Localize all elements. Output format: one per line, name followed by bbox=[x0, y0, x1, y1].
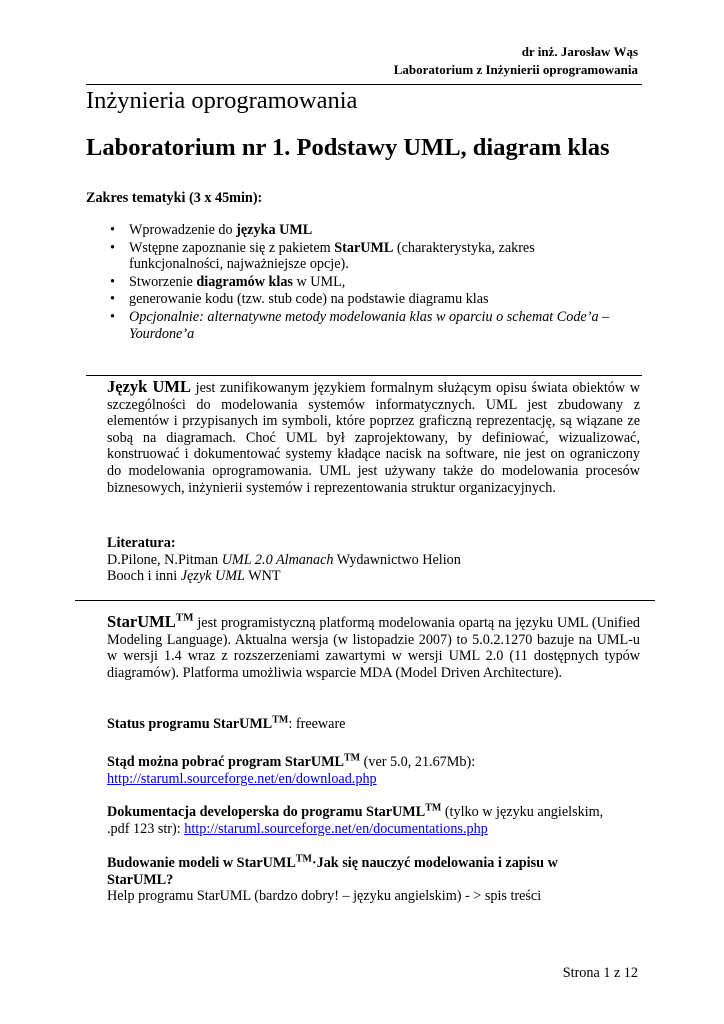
header-author: dr inż. Jarosław Wąs bbox=[521, 44, 638, 59]
staruml-lead: StarUML™ bbox=[107, 611, 194, 631]
header-subtitle: Laboratorium z Inżynierii oprogramowania bbox=[393, 62, 638, 77]
section-rule bbox=[75, 600, 655, 601]
list-item: • Wstępne zapoznanie się z pakietem StarUML (charakterystyka, zakres funkcjonalności, najważniejsze opcje). bbox=[107, 240, 647, 273]
staruml-paragraph: StarUML™ jest programistyczną platformą modelowania opartą na języku UML (Unified Modeling Language). Aktualna wersja (w listopadzie 2007) to 5.0.2.1270 bazuje na UML-u w wersji 1.4 wraz z rozszerzeniami zawartymi w wersji UML 2.0 (11 dostępnych typów diagramów). Platforma umożliwia wsparcie MDA (Model Driven Architecture). bbox=[107, 611, 640, 681]
list-item: • generowanie kodu (tzw. stub code) na podstawie diagramu klas bbox=[107, 291, 647, 308]
list-item: • Opcjonalnie: alternatywne metody modelowania klas w oparciu o schemat Code’a – Yourdone’a bbox=[107, 309, 647, 342]
scope-list bbox=[107, 222, 647, 343]
list-item: • Stworzenie diagramów klas w UML, bbox=[107, 274, 647, 291]
download-link[interactable]: http://staruml.sourceforge.net/en/download.php bbox=[107, 770, 377, 787]
page-number: Strona 1 z 12 bbox=[562, 965, 638, 981]
list-item: • Wprowadzenie do języka UML bbox=[107, 222, 647, 239]
scope-heading: Zakres tematyki (3 x 45min): bbox=[86, 190, 263, 206]
documentation-block: Dokumentacja developerska do programu StarUML™ (tylko w języku angielskim, .pdf 123 str): http://staruml.sourceforge.net/en/documentations.php bbox=[107, 802, 604, 837]
status-line: Status programu StarUML™: freeware bbox=[107, 714, 346, 732]
section-rule bbox=[86, 375, 642, 376]
document-header bbox=[394, 43, 638, 79]
header-rule bbox=[86, 84, 642, 85]
literature-item: Booch i inni Język UML WNT bbox=[107, 568, 281, 585]
build-block: Budowanie modeli w StarUML™·Jak się nauczyć modelowania i zapisu w StarUML? Help programu StarUML (bardzo dobry! – języku angielskim) - > spis treści bbox=[107, 855, 640, 905]
uml-lead: Język UML bbox=[107, 377, 192, 396]
download-block: Stąd można pobrać program StarUML™ (ver 5.0, 21.67Mb): http://staruml.sourceforge.net/en/download.php bbox=[107, 752, 476, 787]
documentation-link[interactable]: http://staruml.sourceforge.net/en/documentations.php bbox=[184, 820, 488, 837]
literature-item: D.Pilone, N.Pitman UML 2.0 Almanach Wydawnictwo Helion bbox=[107, 551, 461, 568]
document-title: Inżynieria oprogramowania bbox=[86, 87, 358, 114]
uml-paragraph: Język UML jest zunifikowanym językiem formalnym służącym opisu świata obiektów w szczególności do modelowania systemów informatycznych. UML jest zbudowany z elementów i przypisanych im symboli, które poprzez graficzną reprezentację, są wiązane ze sobą na diagramach. Choć UML był zaprojektowany, by definiować, wizualizować, konstruować i dokumentować systemy kładące nacisk na software, nie jest on ograniczony do modelowania oprogramowania. UML jest używany także do modelowania procesów biznesowych, inżynierii systemów i reprezentowania struktur organizacyjnych. bbox=[107, 377, 640, 496]
literature bbox=[107, 535, 640, 585]
lab-title: Laboratorium nr 1. Podstawy UML, diagram klas bbox=[86, 134, 610, 161]
literature-heading: Literatura: bbox=[107, 535, 176, 551]
help-text: Help programu StarUML (bardzo dobry! – języku angielskim) - > spis treści bbox=[107, 888, 542, 905]
